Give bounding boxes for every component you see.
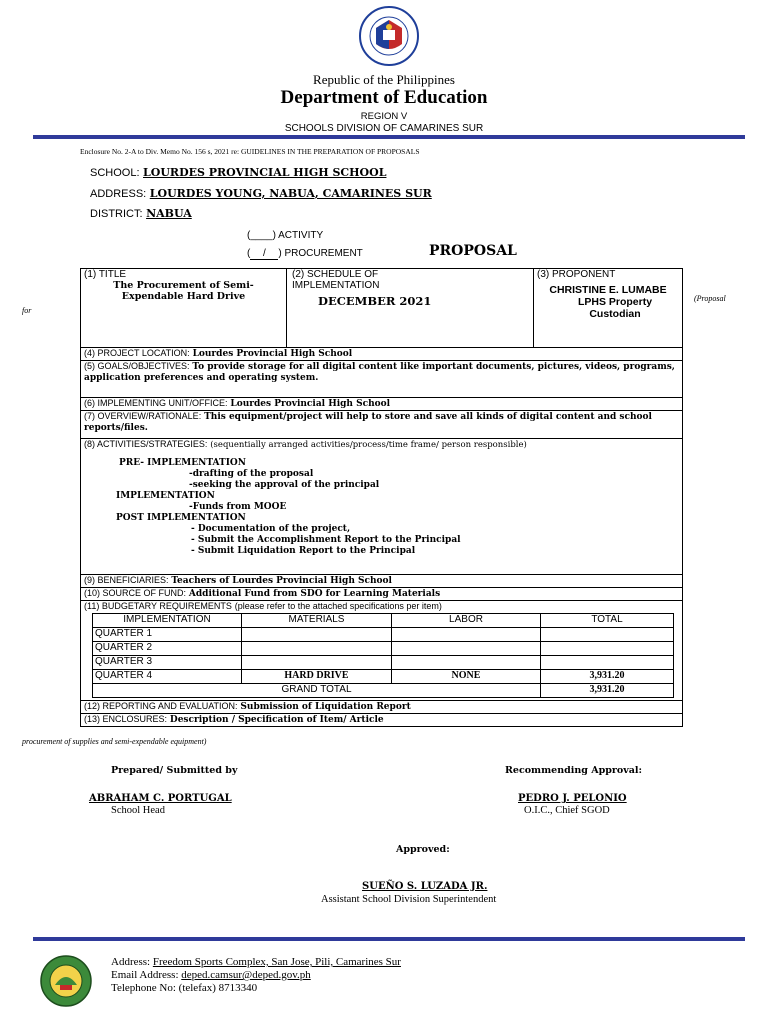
unit-row: (6) IMPLEMENTING UNIT/OFFICE: Lourdes Provincial High School [81, 398, 683, 411]
procurement-option: ( / ) PROCUREMENT [247, 248, 363, 259]
proposal-form-table [80, 268, 683, 727]
deped-seal-logo [359, 6, 419, 66]
side-note-for: for [22, 306, 32, 315]
table-row: QUARTER 1 [93, 628, 674, 642]
school-value: LOURDES PROVINCIAL HIGH SCHOOL [143, 166, 387, 179]
recommending-label: Recommending Approval: [505, 765, 643, 776]
proposal-heading: PROPOSAL [429, 243, 517, 259]
address-value: LOURDES YOUNG, NABUA, CAMARINES SUR [149, 187, 432, 200]
grand-total-label: GRAND TOTAL [93, 684, 541, 698]
prepared-label: Prepared/ Submitted by [111, 765, 238, 776]
email-link[interactable]: deped.camsur@deped.gov.ph [181, 969, 311, 981]
budget-header: MATERIALS [242, 614, 392, 628]
table-row: QUARTER 3 [93, 656, 674, 670]
prepared-name: ABRAHAM C. PORTUGAL [89, 793, 232, 804]
budget-header: IMPLEMENTATION [93, 614, 242, 628]
header-divider [33, 135, 745, 139]
procurement-check-mark: / [250, 248, 278, 260]
footer-divider [33, 937, 745, 941]
prepared-role: School Head [111, 805, 165, 816]
enclosure-note: Enclosure No. 2-A to Div. Memo No. 156 s, 2021 re: GUIDELINES IN THE PREPARATION OF PROPOSALS [80, 147, 420, 156]
footer-address: Address: Freedom Sports Complex, San Jose, Pili, Camarines Sur [111, 956, 401, 968]
table-row: QUARTER 4 HARD DRIVE NONE 3,931.20 [93, 670, 674, 684]
side-note-bottom: procurement of supplies and semi-expendable equipment) [22, 737, 207, 746]
overview-row: (7) OVERVIEW/RATIONALE: This equipment/project will help to store and save all kinds of digital content and school reports/files. [81, 411, 683, 439]
schedule-value: DECEMBER 2021 [318, 294, 432, 308]
district-line: DISTRICT: NABUA [90, 207, 192, 220]
schedule-cell: (2) SCHEDULE OF IMPLEMENTATION DECEMBER 2021 [287, 269, 534, 348]
school-line: SCHOOL: LOURDES PROVINCIAL HIGH SCHOOL [90, 166, 387, 179]
reporting-row: (12) REPORTING AND EVALUATION: Submission of Liquidation Report [81, 701, 683, 714]
division-text: SCHOOLS DIVISION OF CAMARINES SUR [284, 123, 484, 134]
recommending-role: O.I.C., Chief SGOD [524, 805, 610, 816]
approved-name: SUEÑO S. LUZADA JR. [362, 881, 488, 892]
proponent-name: CHRISTINE E. LUMABE [549, 284, 667, 296]
fund-row: (10) SOURCE OF FUND: Additional Fund from SDO for Learning Materials [81, 588, 683, 601]
location-row: (4) PROJECT LOCATION: Lourdes Provincial High School [81, 348, 683, 361]
budget-header: LABOR [392, 614, 541, 628]
republic-text: Republic of the Philippines [313, 72, 455, 87]
address-line: ADDRESS: LOURDES YOUNG, NABUA, CAMARINES SUR [90, 187, 432, 200]
proponent-cell: (3) PROPONENT CHRISTINE E. LUMABE LPHS Property Custodian [534, 269, 683, 348]
district-value: NABUA [146, 207, 192, 220]
enclosures-row: (13) ENCLOSURES: Description / Specification of Item/ Article [81, 714, 683, 727]
beneficiaries-row: (9) BENEFICIARIES: Teachers of Lourdes Provincial High School [81, 575, 683, 588]
title-cell: (1) TITLE The Procurement of Semi-Expendable Hard Drive [81, 269, 287, 348]
approved-role: Assistant School Division Superintendent [321, 894, 497, 905]
recommending-name: PEDRO J. PELONIO [518, 793, 627, 804]
region-text: REGION V [360, 111, 408, 122]
title-value: The Procurement of Semi-Expendable Hard Drive [113, 280, 254, 302]
footer-telephone: Telephone No: (telefax) 8713340 [111, 982, 258, 994]
activities-row: (8) ACTIVITIES/STRATEGIES: (sequentially arranged activities/process/time frame/ person responsible) PRE- IMPLEMENTATION -drafting of the proposal -seeking the approval of the principal IMPLEMENTATION -Funds from MOOE POST IMPLEMENTATION - Documentation of the project, - Submit the Accomplishment Report to the Principal - Submit Liquidation Report to the Principal [81, 439, 683, 575]
budget-header: TOTAL [541, 614, 674, 628]
approved-label: Approved: [396, 844, 450, 855]
budget-table [92, 613, 674, 698]
goals-row: (5) GOALS/OBJECTIVES: To provide storage for all digital content like important documents, pictures, videos, programs, application preferences and operating system. [81, 361, 683, 398]
table-row: QUARTER 2 [93, 642, 674, 656]
activity-option: (____) ACTIVITY [247, 230, 324, 241]
grand-total-value: 3,931.20 [541, 684, 674, 698]
division-seal-logo [40, 955, 92, 1007]
footer-email: Email Address: deped.camsur@deped.gov.ph [111, 969, 311, 981]
proponent-role: LPHS Property Custodian [577, 296, 653, 320]
grand-total-row [93, 684, 674, 698]
side-note-proposal: (Proposal [694, 294, 726, 303]
department-title: Department of Education [280, 87, 488, 108]
budget-row: (11) BUDGETARY REQUIREMENTS (please refer to the attached specifications per item) IMPLEMENTATION MATERIALS LABOR TOTAL QUARTER 1 QUARTER 2 QUARTER 3 QUARTER 4 HARD DRIVE NONE 3,931.20 GRAND TOTAL 3,931.20 [81, 601, 683, 701]
